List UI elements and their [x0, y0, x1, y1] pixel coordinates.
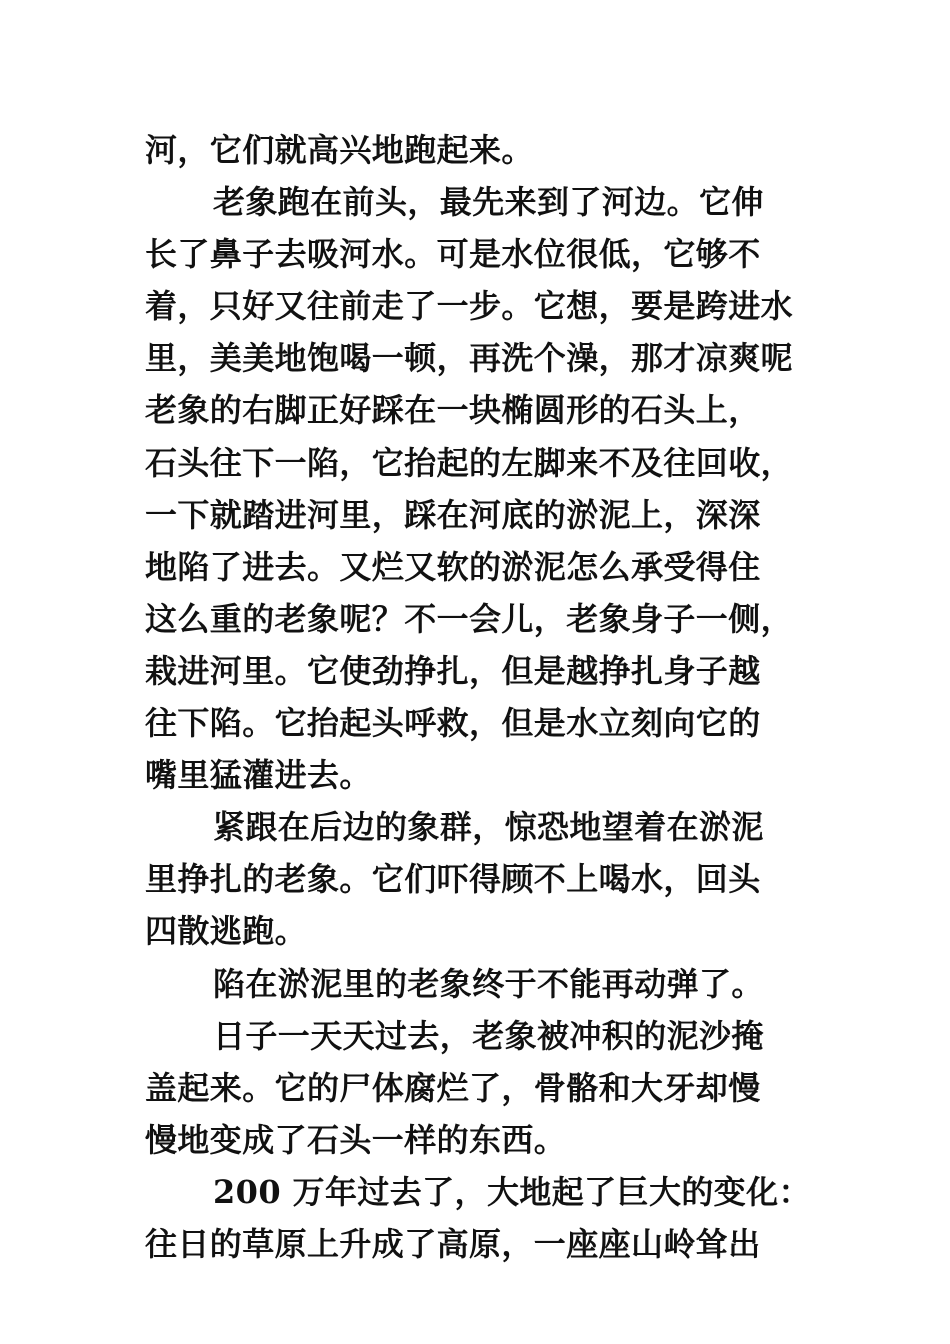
text-line: 老象跑在前头，最先来到了河边。它伸 [213, 183, 764, 222]
text-line: 一下就踏进河里，踩在河底的淤泥上，深深 [145, 495, 761, 534]
text-line: 嘴里猛灌进去。 [145, 756, 372, 795]
text-line: 栽进河里。它使劲挣扎，但是越挣扎身子越 [145, 651, 761, 690]
text-line: 陷在淤泥里的老象终于不能再动弹了。 [213, 964, 764, 1003]
text-line: 长了鼻子去吸河水。可是水位很低，它够不 [145, 235, 761, 274]
text-line: 着，只好又往前走了一步。它想，要是跨进水 [145, 287, 794, 326]
text-line: 石头往下一陷，它抬起的左脚来不及往回收， [145, 443, 794, 482]
text-line: 里挣扎的老象。它们吓得顾不上喝水，回头 [145, 860, 761, 899]
text-line: 往下陷。它抬起头呼救，但是水立刻向它的 [145, 704, 761, 743]
text-line: 地陷了进去。又烂又软的淤泥怎么承受得住 [145, 547, 761, 586]
text-line: 紧跟在后边的象群，惊恐地望着在淤泥 [213, 808, 764, 847]
text-line: 往日的草原上升成了高原，一座座山岭耸出 [145, 1224, 761, 1263]
text-line: 四散逃跑。 [145, 912, 308, 951]
text-line: 盖起来。它的尸体腐烂了，骨骼和大牙却慢 [145, 1068, 761, 1107]
text-line: 里，美美地饱喝一顿，再洗个澡，那才凉爽呢 [145, 339, 794, 378]
text-line: 日子一天天过去，老象被冲积的泥沙掩 [213, 1016, 764, 1055]
body-text [145, 124, 825, 1270]
text-line: 老象的右脚正好踩在一块椭圆形的石头上， [145, 391, 761, 430]
text-line: 慢地变成了石头一样的东西。 [145, 1120, 567, 1159]
text-line: 200 万年过去了，大地起了巨大的变化： [213, 1172, 811, 1211]
text-line: 这么重的老象呢？不一会儿，老象身子一侧， [145, 599, 794, 638]
text-line: 河，它们就高兴地跑起来。 [145, 131, 534, 169]
